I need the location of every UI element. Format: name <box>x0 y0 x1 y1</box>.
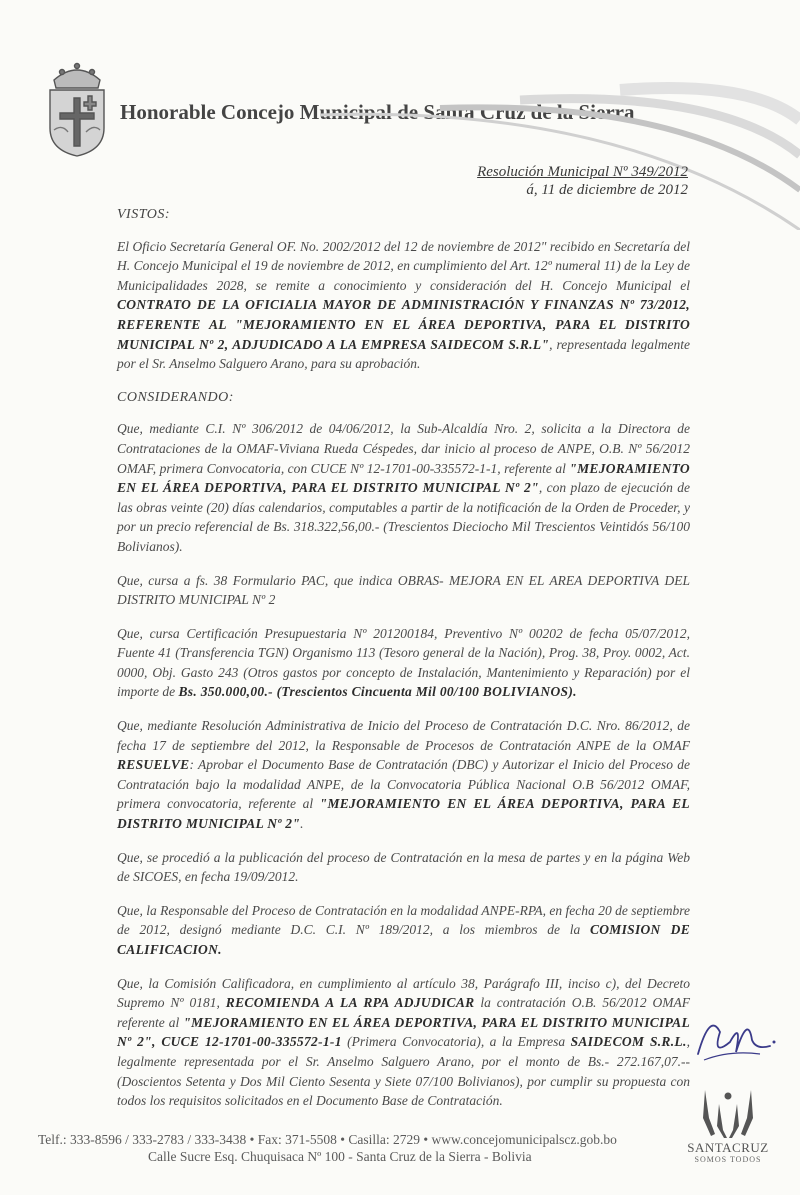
considerando-paragraph-2: Que, cursa a fs. 38 Formulario PAC, que indica OBRAS- MEJORA EN EL AREA DEPORTIVA DEL DISTRITO MUNICIPAL Nº 2 <box>117 572 690 608</box>
logo-tagline: SOMOS TODOS <box>694 1155 762 1164</box>
considerando-paragraph-3: Que, cursa Certificación Presupuestaria Nº 201200184, Preventivo Nº 00202 de fecha 05/07/2012, Fuente 41 (Transferencia TGN) Organismo 113 (Tesoro general de la Nación), Prog. 38, Proy. 0002, Act. 0000, Obj. Gasto 243 (Otros gastos por concepto de Instalación, Mantenimiento y Reparación) por el importe de Bs. 350.000,00.- (Trescientos Cincuenta Mil 00/100 BOLIVIANOS). <box>117 625 690 700</box>
considerando-paragraph-7: Que, la Comisión Calificadora, en cumplimiento al artículo 38, Parágrafo III, inciso c), del Decreto Supremo Nº 0181, RECOMIENDA A LA RPA ADJUDICAR la contratación O.B. 56/2012 OMAF referente al "MEJORAMIENTO EN EL ÁREA DEPORTIVA, PARA EL DISTRITO MUNICIPAL Nº 2", CUCE 12-1701-00-335572-1-1 (Primera Convocatoria), a la Empresa SAIDECOM S.R.L., legalmente representada por el Sr. Anselmo Salguero Arano, por el monto de Bs.- 272.167,07.-- (Doscientos Setenta y Dos Mil Ciento Sesenta y Siete 07/100 Bolivianos), por cumplir su propuesta con todos los requisitos solicitados en el Documento Base de Contratación. <box>117 975 691 1109</box>
vistos-heading: VISTOS: <box>117 207 171 222</box>
considerando-paragraph-6: Que, la Responsable del Proceso de Contratación en la modalidad ANPE-RPA, en fecha 20 de septiembre de 2012, designó mediante D.C. C.I. Nº 189/2012, a los miembros de la COMISION DE CALIFICACION. <box>117 902 690 957</box>
considerando-paragraph-5: Que, se procedió a la publicación del proceso de Contratación en la mesa de partes y en la página Web de SICOES, en fecha 19/09/2012. <box>117 849 690 885</box>
vistos-paragraph: El Oficio Secretaría General OF. No. 2002/2012 del 12 de noviembre de 2012" recibido en Secretaría del H. Concejo Municipal el 19 de noviembre de 2012, en cumplimiento del Art. 12º numeral 11) de la Ley de Municipalidades 2028, se remite a conocimiento y consideración del H. Concejo Municipal el CONTRATO DE LA OFICIALIA MAYOR DE ADMINISTRACIÓN Y FINANZAS Nº 73/2012, REFERENTE AL "MEJORAMIENTO EN EL ÁREA DEPORTIVA, PARA EL DISTRITO MUNICIPAL Nº 2, ADJUDICADO A LA EMPRESA SAIDECOM S.R.L", representada legalmente por el Sr. Anselmo Salguero Arano, para su aprobación. <box>117 238 690 372</box>
logo-wordmark: SANTACRUZ <box>687 1140 769 1155</box>
considerando-paragraph-4: Que, mediante Resolución Administrativa de Inicio del Proceso de Contratación D.C. Nro. 86/2012, de fecha 17 de septiembre del 2012, la Responsable de Procesos de Contratación ANPE de la OMAF RESUELVE: Aprobar el Documento Base de Contratación (DBC) y Autorizar el Inicio del Proceso de Contratación bajo la modalidad ANPE, de la Convocatoria Pública Nacional O.B 56/2012 OMAF, primera convocatoria, referente al "MEJORAMIENTO EN EL ÁREA DEPORTIVA, PARA EL DISTRITO MUNICIPAL Nº 2". <box>117 718 690 832</box>
document-body <box>117 205 690 1125</box>
footer-address: Calle Sucre Esq. Chuquisaca Nº 100 - Santa Cruz de la Sierra - Bolivia <box>148 1149 532 1164</box>
resolution-date: á, 11 de diciembre de 2012 <box>526 182 688 198</box>
coat-of-arms-logo <box>44 58 110 158</box>
considerando-heading: CONSIDERANDO: <box>117 389 234 405</box>
footer-contact: Telf.: 333-8596 / 333-2783 / 333-3438 • Fax: 371-5508 • Casilla: 2729 • www.concejomunicipalscz.gob.bo <box>38 1132 617 1147</box>
considerando-paragraph-1: Que, mediante C.I. Nº 306/2012 de 04/06/2012, la Sub-Alcaldía Nro. 2, solicita a la Directora de Contrataciones de la OMAF-Viviana Rueda Céspedes, dar inicio al proceso de ANPE, O.B. Nº 56/2012 OMAF, primera Convocatoria, con CUCE Nº 12-1701-00-335572-1-1, referente al "MEJORAMIENTO EN EL ÁREA DEPORTIVA, PARA EL DISTRITO MUNICIPAL Nº 2", con plazo de ejecución de las obras veinte (20) días calendarios, computables a partir de la notificación de la Orden de Proceder, y por un precio referencial de Bs. 318.322,56,00.- (Trescientos Dieciocho Mil Trescientos Veintidós 56/100 Bolivianos). <box>117 421 690 554</box>
resolution-number: Resolución Municipal Nº 349/2012 <box>477 164 688 180</box>
handwritten-signature <box>690 1002 780 1072</box>
resolution-block <box>477 163 688 199</box>
council-title: Honorable Concejo Municipal de Santa Cruz de la Sierra <box>120 100 635 124</box>
